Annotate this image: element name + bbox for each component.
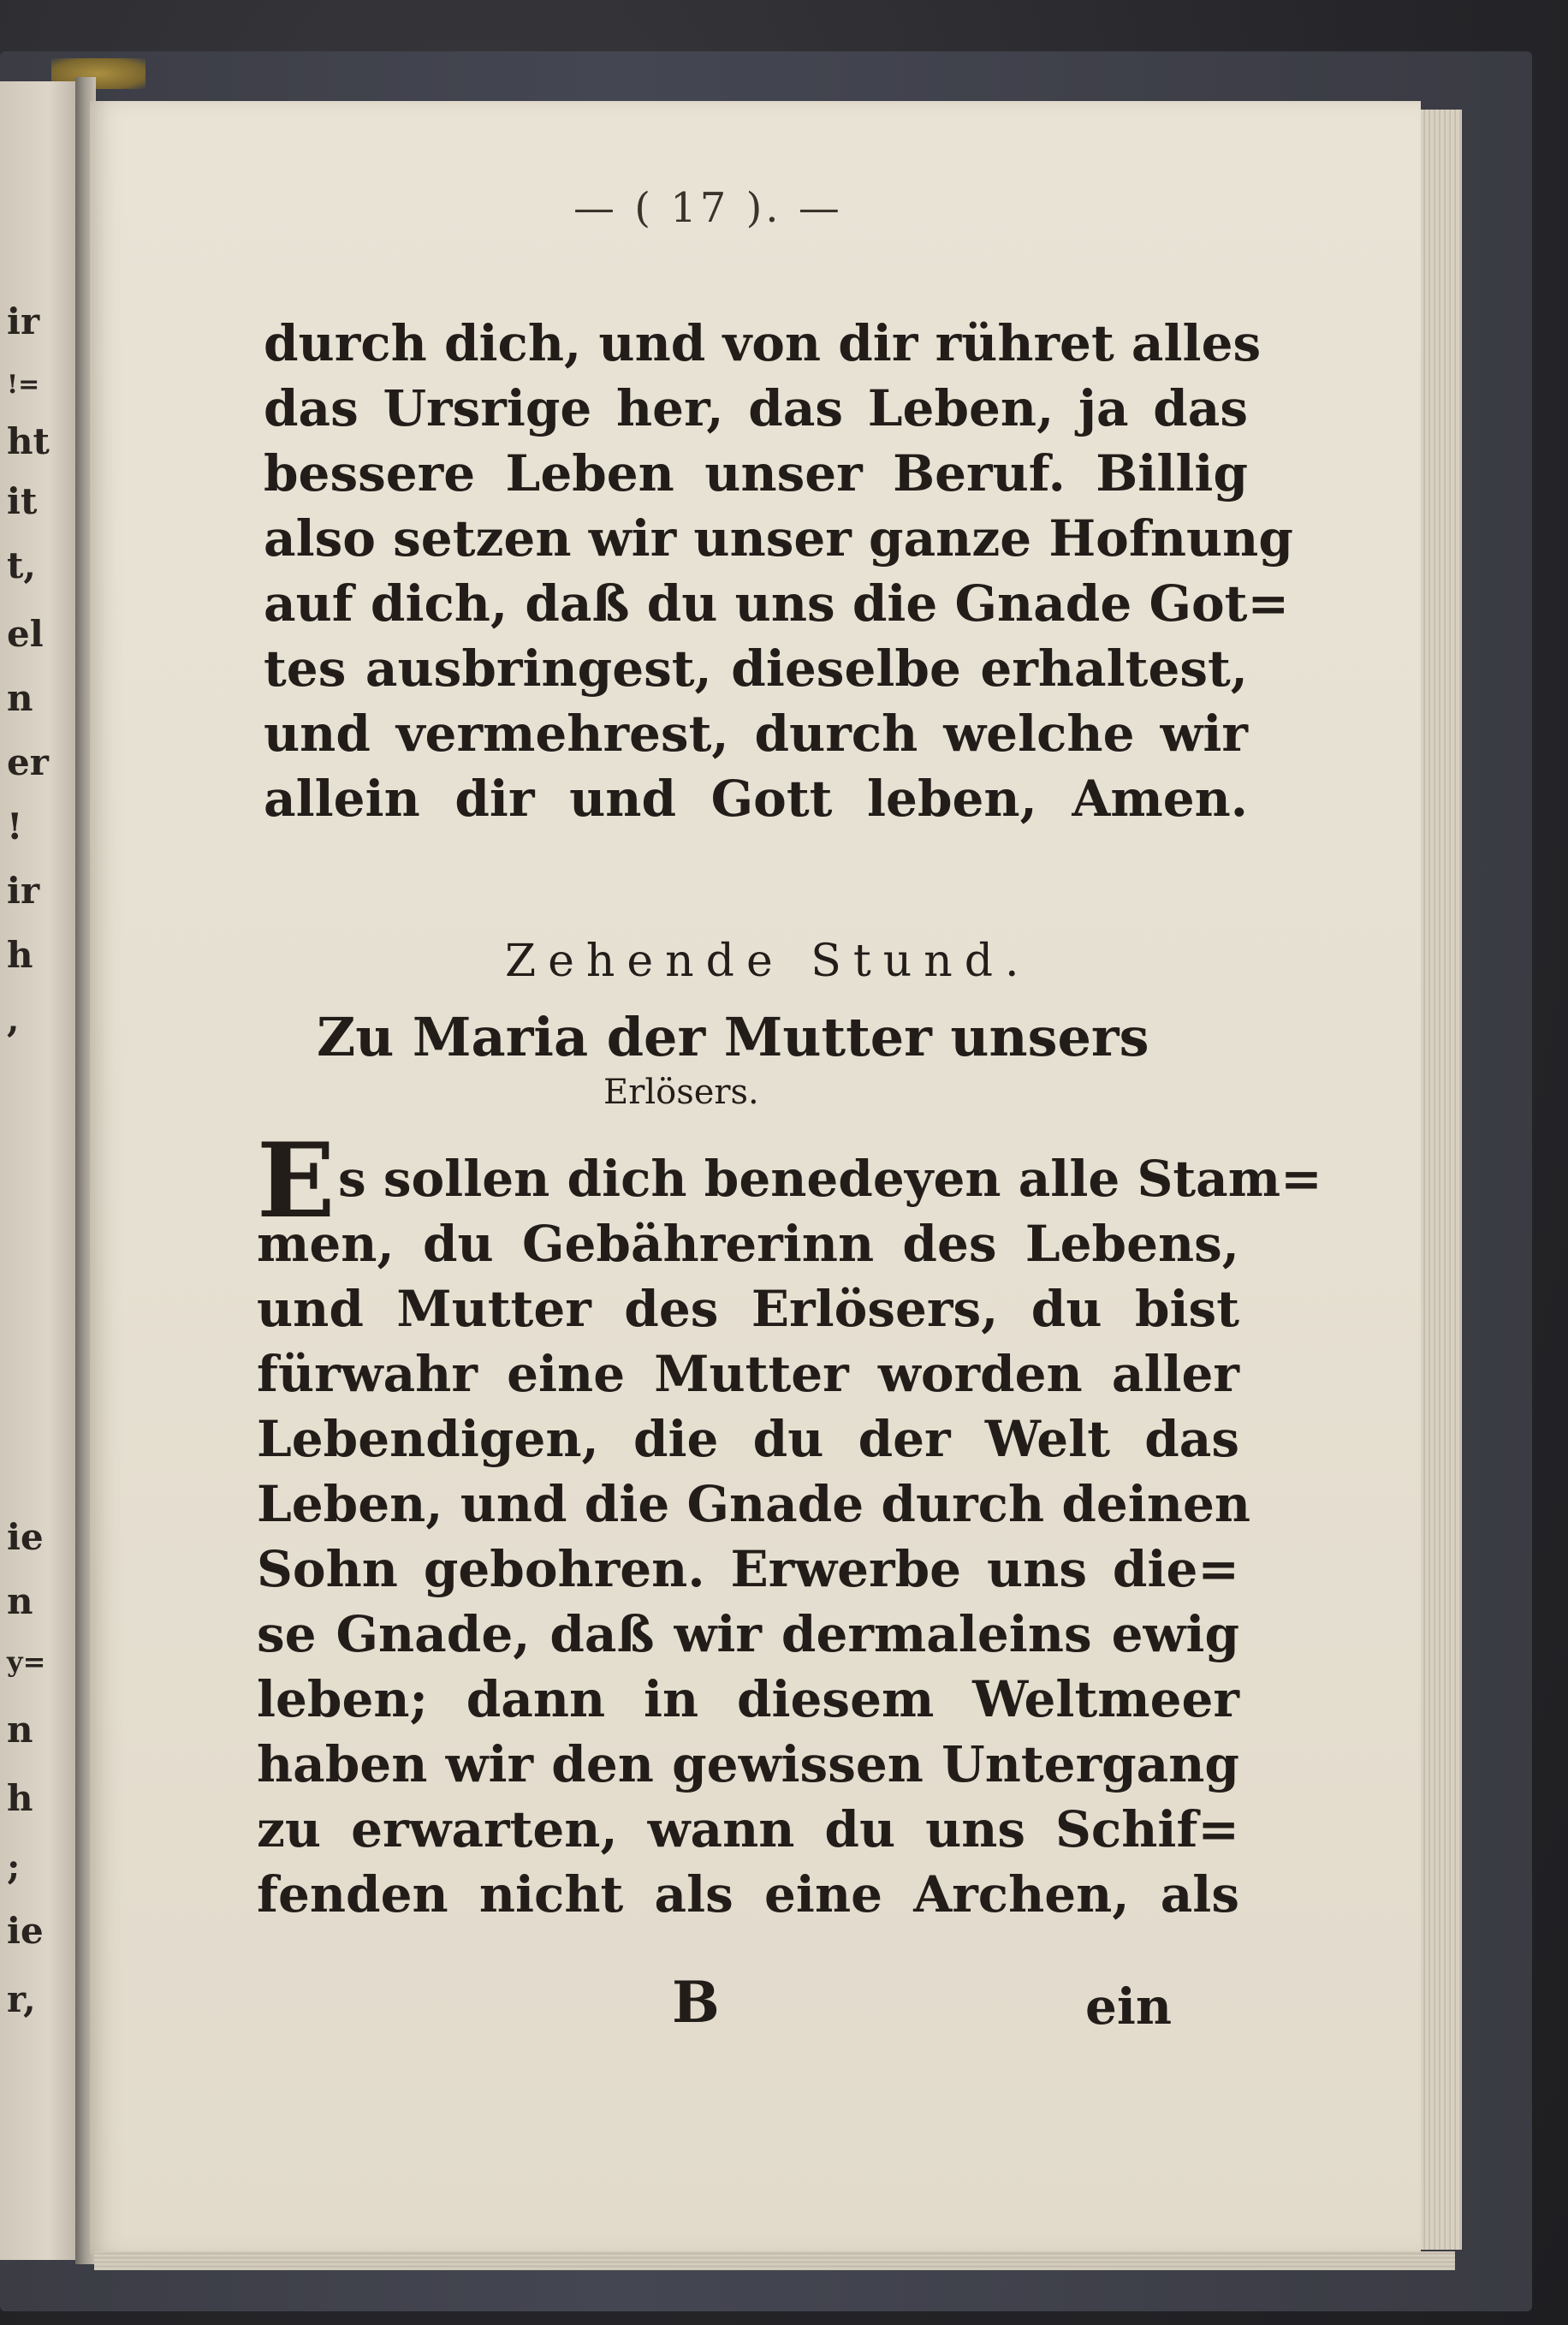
- left-page-fragment: !=: [7, 370, 40, 400]
- left-page-fragment: h: [7, 934, 33, 976]
- left-page-fragment: el: [7, 613, 44, 655]
- page-bottom-edge: [94, 2251, 1455, 2270]
- catchword: ein: [1085, 1977, 1173, 2036]
- text-line: tes ausbringest, dieselbe erhaltest,: [264, 639, 1248, 698]
- text-line: se Gnade, daß wir dermaleins ewig: [257, 1605, 1239, 1663]
- text-line: men, du Gebährerinn des Lebens,: [257, 1215, 1239, 1273]
- left-page-fragment: ht: [7, 420, 50, 462]
- text-line: durch dich, und von dir rühret alles: [264, 314, 1262, 372]
- left-page: [0, 81, 81, 2260]
- text-line: fürwahr eine Mutter worden aller: [257, 1345, 1239, 1403]
- text-line: und vermehrest, durch welche wir: [264, 705, 1248, 763]
- left-page-fragment: n: [7, 1709, 33, 1751]
- left-page-fragment: t,: [7, 544, 37, 586]
- initial-letter: E: [257, 1121, 336, 1241]
- left-page-fragment: h: [7, 1777, 33, 1819]
- text-line: leben; dann in diesem Weltmeer: [257, 1670, 1239, 1728]
- left-page-fragment: er: [7, 741, 49, 783]
- text-line: und Mutter des Erlösers, du bist: [257, 1280, 1239, 1338]
- text-line: auf dich, daß du uns die Gnade Got=: [264, 574, 1290, 633]
- text-line: s sollen dich benedeyen alle Stam=: [338, 1150, 1322, 1208]
- left-page-fragment: r,: [7, 1978, 36, 2020]
- text-line: Sohn gebohren. Erwerbe uns die=: [257, 1540, 1239, 1598]
- left-page-fragment: ,: [7, 998, 20, 1040]
- left-page-fragment: ir: [7, 870, 40, 912]
- text-line: Lebendigen, die du der Welt das: [257, 1410, 1239, 1468]
- text-line: bessere Leben unser Beruf. Billig: [264, 444, 1248, 502]
- left-page-fragment: ie: [7, 1910, 44, 1952]
- hour-heading: Zehende Stund.: [505, 936, 1031, 987]
- left-page-fragment: n: [7, 1580, 33, 1622]
- left-page-fragment: it: [7, 480, 38, 522]
- left-page-fragment: y=: [7, 1645, 46, 1678]
- text-line: allein dir und Gott leben, Amen.: [264, 770, 1248, 828]
- left-page-fragment: n: [7, 677, 33, 719]
- text-line: das Ursrige her, das Leben, ja das: [264, 379, 1248, 437]
- text-line: haben wir den gewissen Untergang: [257, 1735, 1239, 1793]
- left-page-fragment: ie: [7, 1516, 44, 1558]
- text-line: zu erwarten, wann du uns Schif=: [257, 1800, 1239, 1858]
- text-line: also setzen wir unser ganze Hofnung: [264, 509, 1293, 568]
- section-title: Zu Maria der Mutter unsers: [317, 1006, 1149, 1068]
- text-line: fenden nicht als eine Archen, als: [257, 1865, 1239, 1924]
- left-page-fragment: ir: [7, 300, 40, 342]
- left-page-fragment: ;: [7, 1846, 21, 1888]
- page-number: — ( 17 ). —: [573, 184, 843, 232]
- section-title-continuation: Erlösers.: [603, 1073, 759, 1112]
- signature-mark: B: [672, 1969, 720, 2036]
- left-page-fragment: !: [7, 806, 23, 847]
- page-edges: [1421, 110, 1462, 2250]
- text-line: Leben, und die Gnade durch deinen: [257, 1475, 1251, 1533]
